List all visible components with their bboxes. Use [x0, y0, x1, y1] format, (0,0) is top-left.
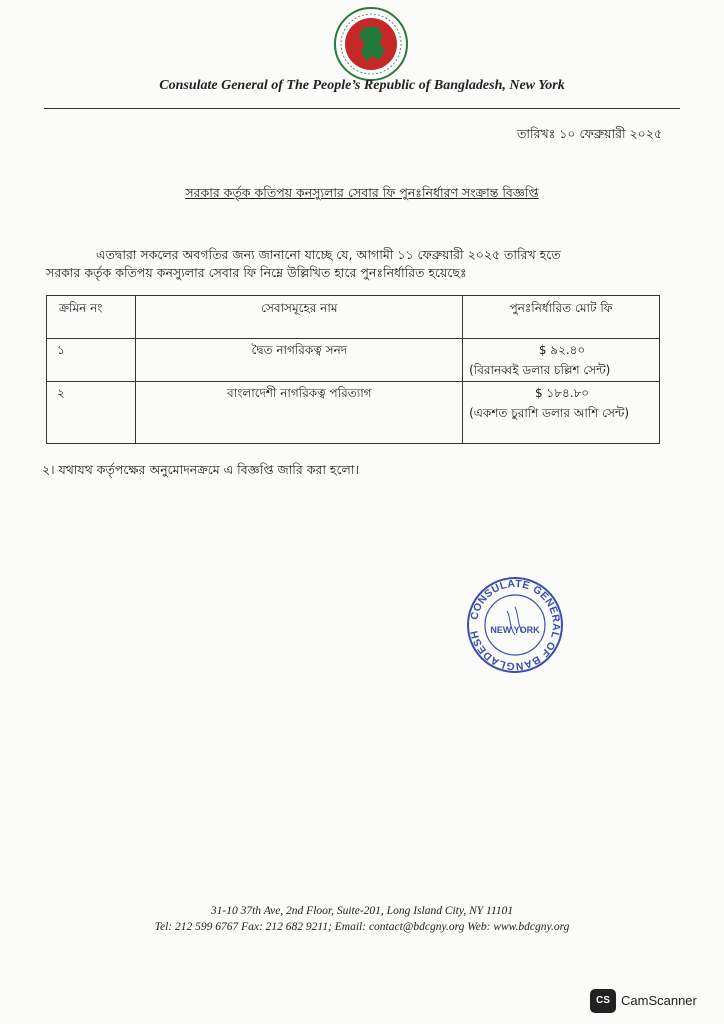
intro-line-1: এতদ্বারা সকলের অবগতির জন্য জানানো যাচ্ছে যে, আগামী ১১ ফেব্রুয়ারী ২০২৫ তারিখ হতে — [96, 247, 561, 262]
row-fee-amount: $ ১৮৪.৮০ — [534, 386, 590, 400]
row-fee-words: (একশত চুরাশি ডলার আশি সেন্ট) — [469, 406, 630, 420]
intro-line-2: সরকার কর্তৃক কতিপয় কনস্যুলার সেবার ফি নিম্নে উল্লিখিত হারে পুনঃনির্ধারিত হয়েছেঃ — [46, 265, 467, 280]
government-emblem — [333, 6, 409, 82]
camscanner-logo-icon: CS — [590, 989, 616, 1013]
header-serial: ক্রমিন নং — [47, 296, 136, 339]
table-row — [47, 382, 660, 444]
footer-contact: Tel: 212 599 6767 Fax: 212 682 9211; Email: contact@bdcgny.org Web: www.bdcgny.org — [154, 921, 570, 933]
header-divider — [44, 108, 680, 109]
row-serial: ১ — [47, 339, 136, 382]
camscanner-watermark: CamScanner — [621, 993, 697, 1008]
row-service: দ্বৈত নাগরিকত্ব সনদ — [136, 339, 463, 382]
seal-ring-text: CONSULATE GENERAL OF BANGLADESH — [468, 577, 563, 673]
consulate-seal-stamp — [465, 575, 565, 675]
notice-date: তারিখঃ ১০ ফেব্রুয়ারী ২০২৫ — [516, 126, 662, 141]
notice-subject: সরকার কর্তৃক কতিপয় কনস্যুলার সেবার ফি পুনঃনির্ধারণ সংক্রান্ত বিজ্ঞপ্তি — [185, 185, 539, 200]
seal-center-text: NEW YORK — [490, 625, 540, 635]
row-fee-cell — [463, 339, 660, 382]
organization-title: Consulate General of The People’s Republic of Bangladesh, New York — [159, 78, 565, 93]
footer-address: 31-10 37th Ave, 2nd Floor, Suite-201, Long Island City, NY 11101 — [210, 905, 514, 917]
row-fee-words: (বিরানব্বই ডলার চল্লিশ সেন্ট) — [469, 363, 611, 377]
header-service: সেবাসমূহের নাম — [136, 296, 463, 339]
row-service: বাংলাদেশী নাগরিকত্ব পরিত্যাগ — [136, 382, 463, 444]
row-fee-cell — [463, 382, 660, 444]
notice-intro — [46, 246, 686, 282]
row-serial: ২ — [47, 382, 136, 444]
row-fee-amount: $ ৯২.৪০ — [538, 343, 586, 357]
table-header-row — [47, 296, 660, 339]
notice-closing: ২। যথাযথ কর্তৃপক্ষের অনুমোদনক্রমে এ বিজ্ঞপ্তি জারি করা হলো। — [42, 462, 359, 477]
fee-table — [46, 295, 660, 444]
header-fee: পুনঃনির্ধারিত মোট ফি — [463, 296, 660, 339]
table-row — [47, 339, 660, 382]
